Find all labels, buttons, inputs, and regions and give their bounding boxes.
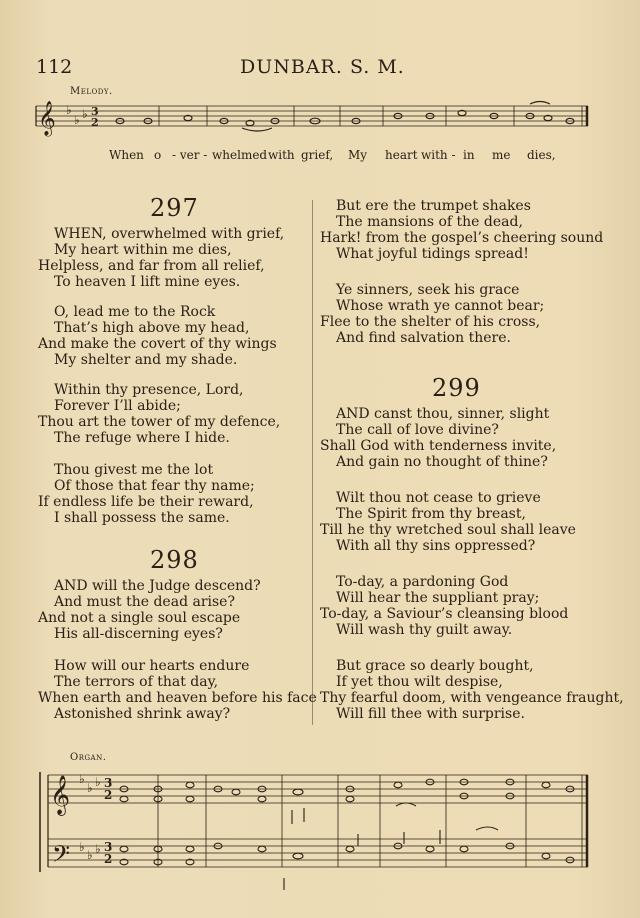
stanza: [320, 282, 544, 346]
stanza: [38, 578, 261, 642]
treble-clef-icon: 𝄞: [38, 101, 56, 136]
verse-line: Will wash thy guilt away.: [336, 622, 513, 638]
svg-text:2: 2: [104, 852, 113, 866]
verse-line: My shelter and my shade.: [54, 352, 238, 368]
verse-line: To heaven I lift mine eyes.: [54, 274, 241, 290]
verse-line: If endless life be their reward,: [38, 494, 254, 510]
organ-clefs: [50, 772, 112, 873]
verse-line: The Spirit from thy breast,: [336, 506, 526, 522]
verse-line: Astonished shrink away?: [54, 706, 231, 722]
hymn-number: 298: [150, 546, 199, 574]
svg-text:3: 3: [104, 776, 113, 790]
verse-line: How will our hearts endure: [54, 658, 250, 674]
svg-text:♭: ♭: [79, 840, 85, 854]
organ-staves: [40, 772, 588, 872]
verse-line: But grace so dearly bought,: [336, 658, 534, 674]
lyric-syllable: in: [463, 148, 475, 162]
verse-line: When earth and heaven before his face: [38, 690, 317, 706]
lyric-syllable: heart: [385, 148, 418, 162]
lyric-syllable: My: [348, 148, 368, 162]
lyric-syllable: o: [154, 148, 162, 162]
verse-line: And must the dead arise?: [54, 594, 235, 610]
lyric-syllable: whelmed: [212, 148, 268, 162]
verse-line: Wilt thou not cease to grieve: [336, 490, 541, 506]
verse-line: Hark! from the gospel’s cheering sound: [320, 230, 604, 246]
organ-label: Organ.: [70, 752, 107, 763]
stanza: [320, 658, 624, 722]
verse-line: Ye sinners, seek his grace: [336, 282, 520, 298]
verse-line: His all-discerning eyes?: [54, 626, 223, 642]
lyric-syllable: dies,: [527, 148, 556, 162]
verse-line: My heart within me dies,: [54, 242, 232, 258]
verse-line: Within thy presence, Lord,: [54, 382, 244, 398]
verse-line: Forever I’ll abide;: [54, 398, 181, 414]
verse-line: And find salvation there.: [336, 330, 511, 346]
verse-line: The terrors of that day,: [54, 674, 219, 690]
lyric-syllable: with -: [421, 148, 456, 162]
verse-line: The refuge where I hide.: [54, 430, 230, 446]
verse-line: To-day, a pardoning God: [336, 574, 509, 590]
verse-line: And gain no thought of thine?: [336, 454, 548, 470]
verse-line: Whose wrath ye cannot bear;: [336, 298, 545, 314]
lyric-syllable: me: [492, 148, 511, 162]
stanza: [320, 406, 556, 470]
svg-text:♭: ♭: [95, 842, 101, 856]
verse-line: That’s high above my head,: [54, 320, 250, 336]
hymn-number: 299: [432, 374, 481, 402]
svg-text:3: 3: [91, 105, 99, 118]
verse-line: Of those that fear thy name;: [54, 478, 255, 494]
stanza: [320, 198, 603, 262]
svg-text:♭: ♭: [74, 113, 80, 127]
verse-line: Thou givest me the lot: [54, 462, 214, 478]
verse-line: AND will the Judge descend?: [54, 578, 261, 594]
verse-line: But ere the trumpet shakes: [336, 198, 531, 214]
verse-line: And make the covert of thy wings: [38, 336, 277, 352]
verse-line: Shall God with tenderness invite,: [320, 438, 557, 454]
svg-text:2: 2: [91, 116, 99, 129]
page-number: 112: [36, 56, 73, 78]
verse-line: The mansions of the dead,: [336, 214, 523, 230]
verse-line: Flee to the shelter of his cross,: [320, 314, 541, 330]
bass-clef-icon: 𝄢: [52, 840, 71, 873]
stanza: [38, 658, 317, 722]
stanza: [38, 304, 277, 368]
svg-text:2: 2: [104, 788, 113, 802]
melody-label: Melody.: [70, 86, 113, 97]
verse-line: Helpless, and far from all relief,: [38, 258, 265, 274]
lyric-syllable: grief,: [301, 148, 334, 162]
verse-line: Will fill thee with surprise.: [336, 706, 525, 722]
svg-text:3: 3: [104, 840, 113, 854]
stanza: [320, 490, 576, 554]
verse-line: WHEN, overwhelmed with grief,: [54, 226, 285, 242]
svg-text:♭: ♭: [79, 772, 85, 786]
lyric-syllable: When: [109, 148, 144, 162]
svg-text:♭: ♭: [87, 848, 93, 862]
stanza: [38, 462, 255, 526]
lyric-syllable: - ver -: [172, 148, 208, 162]
svg-text:♭: ♭: [66, 103, 72, 117]
lyric-syllable: with: [268, 148, 295, 162]
verse-line: With all thy sins oppressed?: [336, 538, 536, 554]
svg-text:♭: ♭: [95, 775, 101, 789]
verse-line: What joyful tidings spread!: [336, 246, 529, 262]
verse-line: And not a single soul escape: [38, 610, 241, 626]
verse-line: If yet thou wilt despise,: [336, 674, 503, 690]
stanza: [38, 226, 284, 290]
verse-line: AND canst thou, sinner, slight: [336, 406, 550, 422]
hymn-number: 297: [150, 194, 199, 222]
svg-text:♭: ♭: [87, 781, 93, 795]
verse-line: Will hear the suppliant pray;: [336, 590, 540, 606]
verse-line: The call of love divine?: [336, 422, 499, 438]
verse-line: To-day, a Saviour’s cleansing blood: [320, 606, 569, 622]
verse-line: Thou art the tower of my defence,: [38, 414, 281, 430]
verse-line: I shall possess the same.: [54, 510, 230, 526]
treble-clef-icon: 𝄞: [50, 775, 71, 815]
verse-line: Thy fearful doom, with vengeance fraught,: [320, 690, 624, 706]
tune-title: DUNBAR. S. M.: [240, 56, 405, 78]
svg-text:♭: ♭: [82, 107, 88, 121]
column-divider: [312, 200, 313, 725]
stanza: [38, 382, 280, 446]
stanza: [320, 574, 568, 638]
verse-line: O, lead me to the Rock: [54, 304, 216, 320]
verse-line: Till he thy wretched soul shall leave: [320, 522, 576, 538]
